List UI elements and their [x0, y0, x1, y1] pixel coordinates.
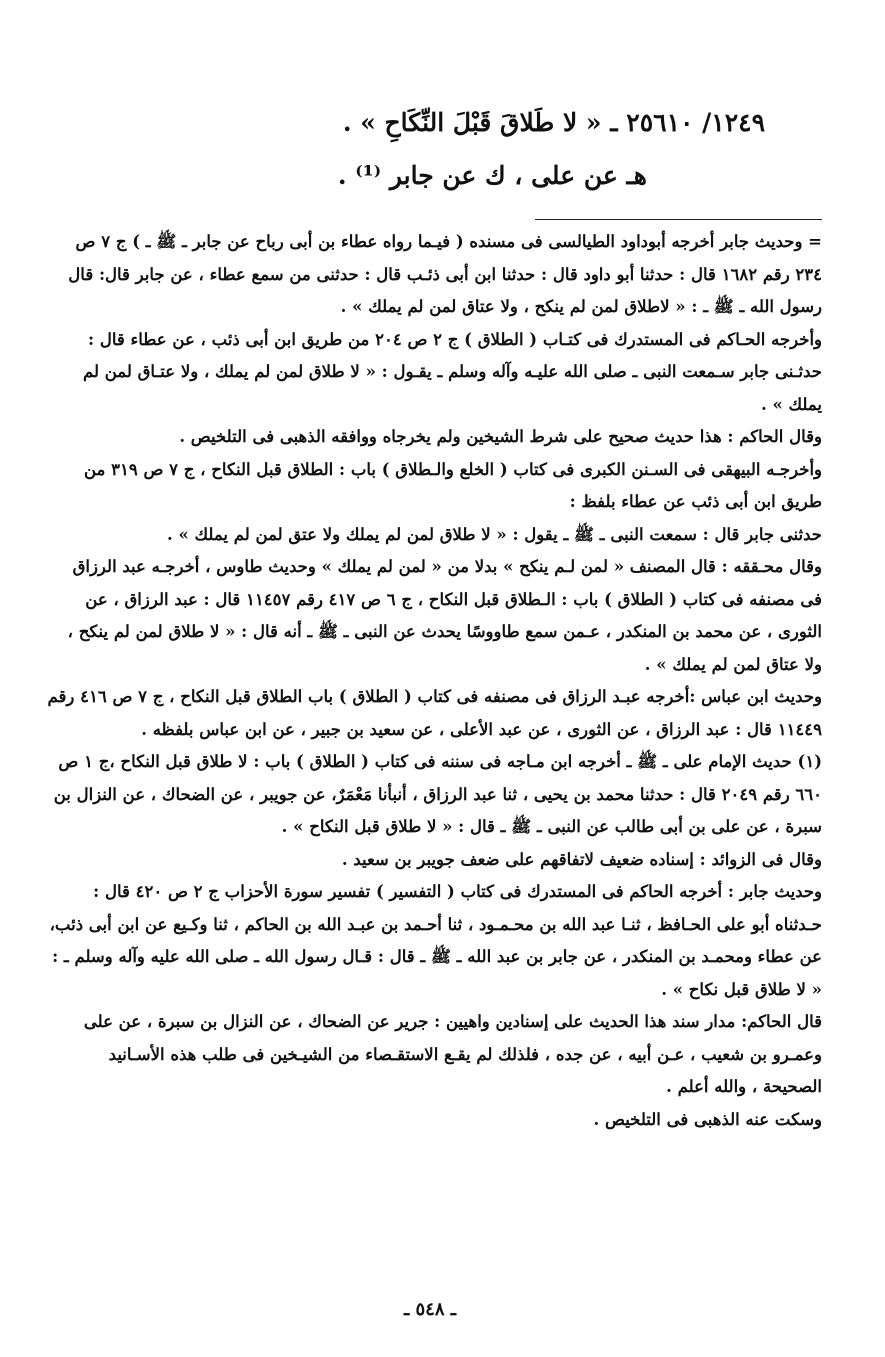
footnote-paragraph: حدثنى جابر قال : سمعت النبى ـ ﷺ ـ يقول : « لا طلاق لمن لم يملك ولا عتق لمن لم يملك » . [166, 524, 822, 544]
footnote-paragraph: قال الحاكم: مدار سند هذا الحديث على إسنادين واهيين : جرير عن الضحاك ، عن النزال بن سبرة ، عن على وعمـرو بن شعيب ، عـن أبيه ، عن جده ، فلذلك لم يقـع الاستقـصاء من الشيـخين فى طلب هذه الأسـانيد الصحيحة ، والله أعلم . [83, 1012, 822, 1096]
footnote-paragraph: (١) حديث الإمام على ـ ﷺ ـ أخرجه ابن مـاجه فى سننه فى كتاب ( الطلاق ) باب : لا طلاق قبل النكاح ،ج ١ ص ٦٦٠ رقم ٢٠٤٩ قال : حدثنا محمد بن يحيى ، ثنا عبد الرزاق ، أنبأنا مَعْمَرٌ، عن جويبر ، عن الضحاك ، عن النزال بن سبرة ، عن على بن أبى طالب عن النبى ـ ﷺ ـ قال : « لا طلاق قبل النكاح » . [53, 752, 822, 836]
page-number: ـ ٥٤٨ ـ [403, 1299, 457, 1320]
hadith-sources: هـ عن على ، ك عن جابر ⁽¹⁾ . [337, 161, 647, 190]
footnote-paragraph: وحديث جابر : أخرجه الحاكم فى المستدرك فى كتاب ( التفسير ) تفسير سورة الأحزاب ج ٢ ص ٤٢٠ قال : حـدثناه أبو على الحـافظ ، ثنـا عبد الله بن محـمـود ، ثنا أحـمد بن عبـد الله بن الحاكم ، ثنا وكـيع عن ابن أبى ذئب، عن عطاء ومحمـد بن المنكدر ، عن جابر بن عبد الله ـ ﷺ ـ قال : قـال رسول الله ـ صلى الله عليه وآله وسلم ـ : « لا طلاق قبل نكاح » . [49, 882, 822, 999]
footnote-paragraph: وحديث ابن عباس :أخرجه عبـد الرزاق فى مصنفه فى كتاب ( الطلاق ) باب الطلاق قبل النكاح ، ج ٧ ص ٤١٦ رقم ١١٤٤٩ قال : عبد الرزاق ، عن الثورى ، عن عبد الأعلى ، عن سعيد بن جبير ، عن ابن عباس بلفظه . [47, 687, 822, 739]
footnote-paragraph: وأخرجـه البيهقى فى السـنن الكبرى فى كتاب ( الخلع والـطلاق ) باب : الطلاق قبل النكاح ، ج ٧ ص ٣١٩ من طريق ابن أبى ذئب عن عطاء بلفظ : [83, 459, 822, 511]
footnote-paragraph: وقال محـققه : قال المصنف « لمن لـم ينكح » بدلا من « لمن لم يملك » وحديث طاوس ، أخرجـه عبد الرزاق فى مصنفه فى كتاب ( الطلاق ) باب : الـطلاق قبل النكاح ، ج ٦ ص ٤١٧ رقم ١١٤٥٧ قال : عبد الرزاق ، عن الثورى ، عن محمد بن المنكدر ، عـمن سمع طاووسًا يحدث عن النبى ـ ﷺ ـ أنه قال : « لا طلاق لمن لم ينكح ، ولا عتاق لمن لم يملك » . [67, 557, 822, 674]
footnote-paragraph: وقال الحاكم : هذا حديث صحيح على شرط الشيخين ولم يخرجاه ووافقه الذهبى فى التلخيص . [179, 427, 822, 446]
footnote-paragraph: = وحديث جابر أخرجه أبوداود الطيالسى فى مسنده ( فيـما رواه عطاء بن أبى رباح عن جابر ـ ﷺ ـ ) ج ٧ ص ٢٣٤ رقم ١٦٨٢ قال : حدثنا أبو داود قال : حدثنا ابن أبى ذئـب قال : حدثنى من سمع عطاء ، عن جابر قال: قال رسول الله ـ ﷺ ـ : « لاطلاق لمن لم ينكح ، ولا عتاق لمن لم يملك » . [68, 232, 822, 316]
hadith-heading: ١٢٤٩/ ٢٥٦١٠ ـ « لا طَلاقَ قَبْلَ النِّكَاحِ » . [342, 108, 765, 137]
footnote-paragraph: وأخرجه الحـاكم فى المستدرك فى كتـاب ( الطلاق ) ج ٢ ص ٢٠٤ من طريق ابن أبى ذئب ، عن عطاء قال : حدثـنى جابر سـمعت النبى ـ صلى الله عليـه وآله وسلم ـ يقـول : « لا طلاق لمن لم يملك ، ولا عتـاق لمن لم يملك » . [82, 329, 822, 414]
footnotes [47, 226, 822, 1136]
footnote-separator [535, 219, 822, 220]
footnote-paragraph: وقال فى الزوائد : إسناده ضعيف لاتفاقهم على ضعف جويبر بن سعيد . [341, 849, 822, 869]
footnote-paragraph: وسكت عنه الذهبى فى التلخيص . [593, 1109, 822, 1129]
